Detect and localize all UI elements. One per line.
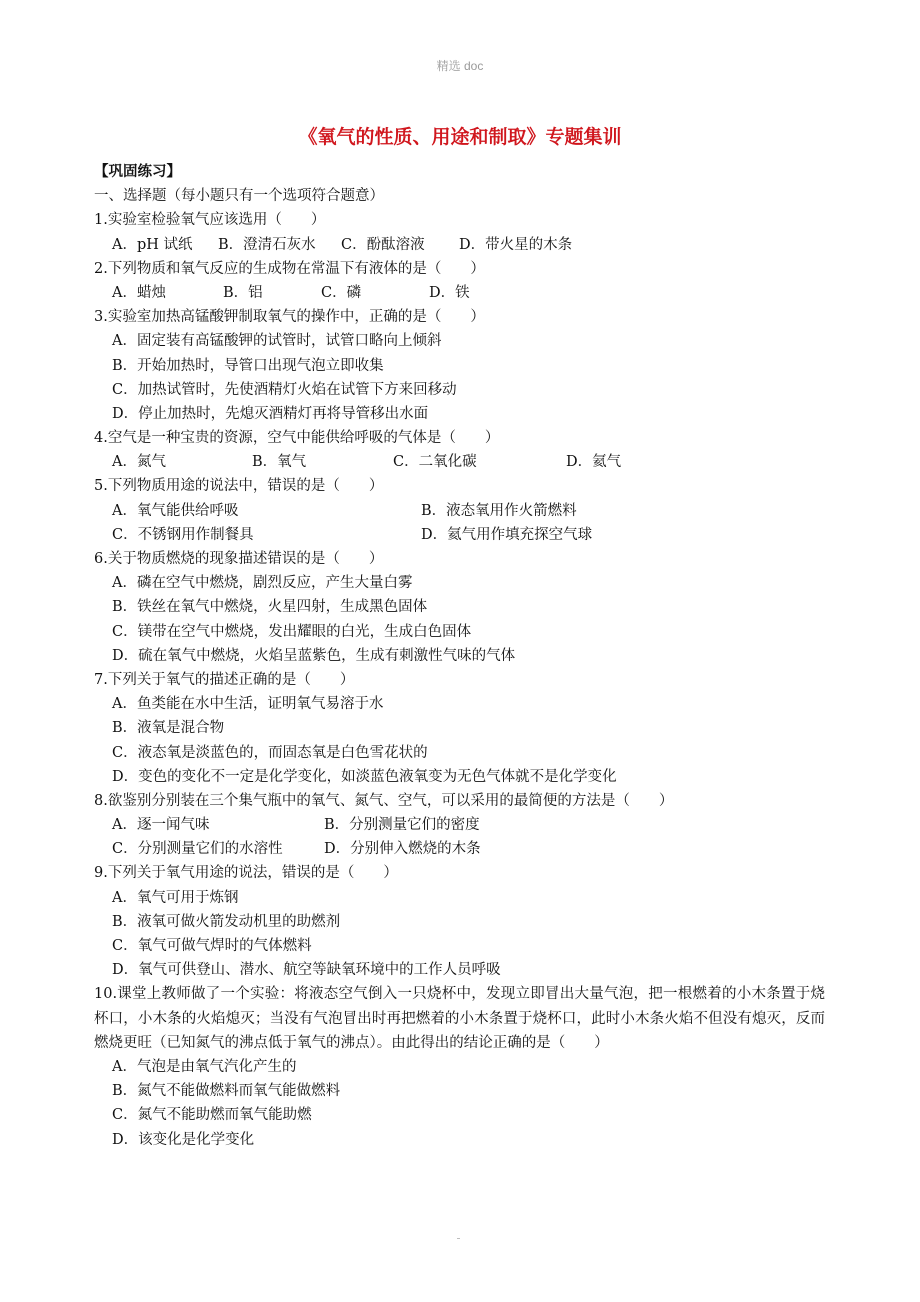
option-b: B．分别测量它们的密度 xyxy=(324,817,480,834)
question-9-option-c: C．氧气可做气焊时的气体燃料 xyxy=(112,938,312,954)
question-9-stem: 9.下列关于氧气用途的说法，错误的是（ ） xyxy=(94,865,398,882)
question-9-option-a: A．氧气可用于炼钢 xyxy=(112,889,239,906)
instruction: 一、选择题（每小题只有一个选项符合题意） xyxy=(94,188,384,205)
option-d: D．带火星的木条 xyxy=(459,236,573,253)
question-3-option-a: A．固定装有高锰酸钾的试管时，试管口略向上倾斜 xyxy=(112,333,442,350)
question-7-option-b: B．液氧是混合物 xyxy=(112,720,225,737)
option-b: B．澄清石灰水 xyxy=(218,236,316,253)
question-3-option-b: B．开始加热时，导管口出现气泡立即收集 xyxy=(112,357,384,374)
question-4-stem: 4.空气是一种宝贵的资源，空气中能供给呼吸的气体是（ ） xyxy=(94,430,500,447)
question-5-stem: 5.下列物质用途的说法中，错误的是（ ） xyxy=(94,478,384,495)
option-b: B．铝 xyxy=(223,284,263,301)
document-body xyxy=(94,160,854,1152)
question-8-stem: 8.欲鉴别分别装在三个集气瓶中的氧气、氮气、空气，可以采用的最简便的方法是（ ） xyxy=(94,792,674,809)
question-6-option-d: D．硫在氧气中燃烧，火焰呈蓝紫色，生成有刺激性气味的气体 xyxy=(112,647,516,664)
question-6-option-b: B．铁丝在氧气中燃烧，火星四射，生成黑色固体 xyxy=(112,599,428,616)
question-5-options-row2 xyxy=(94,523,854,547)
question-6-option-a: A．磷在空气中燃烧，剧烈反应，产生大量白雾 xyxy=(112,575,413,592)
option-a: A．氮气 xyxy=(112,454,166,471)
option-d: D．分别伸入燃烧的木条 xyxy=(324,841,481,858)
question-7-option-c: C．液态氧是淡蓝色的，而固态氧是白色雪花状的 xyxy=(112,744,428,761)
option-c: C．二氧化碳 xyxy=(393,454,477,471)
section-heading: 【巩固练习】 xyxy=(94,164,181,180)
option-d: D．氦气用作填充探空气球 xyxy=(421,526,593,543)
question-3-option-c: C．加热试管时，先使酒精灯火焰在试管下方来回移动 xyxy=(112,381,457,398)
question-3-option-d: D．停止加热时，先熄灭酒精灯再将导管移出水面 xyxy=(112,405,429,422)
question-10-option-a: A．气泡是由氧气汽化产生的 xyxy=(112,1058,297,1075)
question-10-option-c: C．氮气不能助燃而氧气能助燃 xyxy=(112,1107,312,1124)
option-d: D．铁 xyxy=(429,284,470,301)
question-9-option-d: D．氧气可供登山、潜水、航空等缺氧环境中的工作人员呼吸 xyxy=(112,962,501,979)
question-2-stem: 2.下列物质和氧气反应的生成物在常温下有液体的是（ ） xyxy=(94,260,485,277)
option-b: B．液态氧用作火箭燃料 xyxy=(421,502,577,519)
option-a: A．逐一闻气味 xyxy=(112,817,210,834)
question-1-stem: 1.实验室检验氧气应该选用（ ） xyxy=(94,212,326,229)
option-d: D．氦气 xyxy=(566,454,622,471)
question-3-stem: 3.实验室加热高锰酸钾制取氧气的操作中，正确的是（ ） xyxy=(94,309,485,326)
option-c: C．磷 xyxy=(321,284,362,301)
question-9-option-b: B．液氧可做火箭发动机里的助燃剂 xyxy=(112,913,341,930)
question-6-stem: 6.关于物质燃烧的现象描述错误的是（ ） xyxy=(94,551,384,567)
question-2-options xyxy=(94,281,854,305)
option-c: C．不锈钢用作制餐具 xyxy=(112,526,254,543)
option-c: C．分别测量它们的水溶性 xyxy=(112,841,283,858)
question-5-options-row1 xyxy=(94,499,854,523)
question-8-options-row1 xyxy=(94,813,854,837)
question-7-stem: 7.下列关于氧气的描述正确的是（ ） xyxy=(94,671,355,688)
option-a: A．蜡烛 xyxy=(112,284,166,301)
option-c: C．酚酞溶液 xyxy=(341,236,425,253)
question-1-options xyxy=(94,233,854,257)
question-7-option-d: D．变色的变化不一定是化学变化，如淡蓝色液氧变为无色气体就不是化学变化 xyxy=(112,768,617,785)
page-title: 《氧气的性质、用途和制取》专题集训 xyxy=(298,126,622,148)
header-watermark: 精选 doc xyxy=(436,59,484,73)
question-8-options-row2 xyxy=(94,837,854,861)
question-6-option-c: C．镁带在空气中燃烧，发出耀眼的白光，生成白色固体 xyxy=(112,623,472,640)
question-10-stem: 10.课堂上教师做了一个实验：将液态空气倒入一只烧杯中，发现立即冒出大量气泡，把一根燃着的小木条置于烧杯口，小木条的火焰熄灭；当没有气泡冒出时再把燃着的小木条置于烧杯口，此时小木条火焰不但没有熄灭，反而燃烧更旺（已知氮气的沸点低于氧气的沸点）。由此得出的结论正确的是（ ） xyxy=(94,986,825,1051)
question-4-options xyxy=(94,450,854,474)
option-b: B．氧气 xyxy=(252,454,307,471)
question-7-option-a: A．鱼类能在水中生活，证明氧气易溶于水 xyxy=(112,696,384,713)
footer-mark xyxy=(457,1238,460,1239)
option-a: A．氧气能供给呼吸 xyxy=(112,502,239,519)
question-10-option-d: D．该变化是化学变化 xyxy=(112,1131,255,1148)
option-a: A．pH 试纸 xyxy=(112,236,193,253)
question-10-option-b: B．氮气不能做燃料而氧气能做燃料 xyxy=(112,1083,341,1100)
